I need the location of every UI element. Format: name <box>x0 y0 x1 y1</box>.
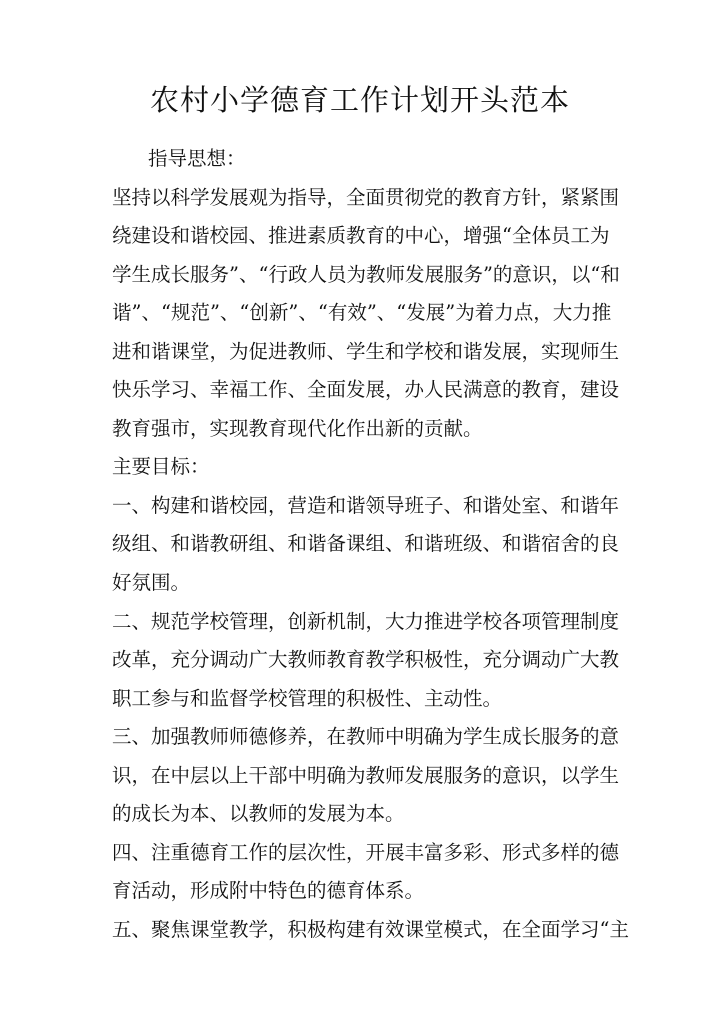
goal-line: 二、规范学校管理，创新机制，大力推进学校各项管理制度 <box>112 609 620 633</box>
document-body <box>112 140 629 949</box>
paragraph-line: 绕建设和谐校园、推进素质教育的中心，增强“全体员工为 <box>112 224 610 248</box>
document-title: 农村小学德育工作计划开头范本 <box>149 83 570 117</box>
section-heading-main-goals: 主要目标： <box>112 455 210 479</box>
goal-line: 好氛围。 <box>112 571 191 595</box>
goal-line: 一、构建和谐校园，营造和谐领导班子、和谐处室、和谐年 <box>112 493 620 517</box>
goal-line: 级组、和谐教研组、和谐备课组、和谐班级、和谐宿舍的良 <box>112 532 620 556</box>
goal-line: 职工参与和监督学校管理的积极性、主动性。 <box>112 686 503 710</box>
goal-line: 四、注重德育工作的层次性，开展丰富多彩、形式多样的德 <box>112 840 620 864</box>
goal-line: 识，在中层以上干部中明确为教师发展服务的意识，以学生 <box>112 763 620 787</box>
goal-line: 的成长为本、以教师的发展为本。 <box>112 802 405 826</box>
goal-line: 五、聚焦课堂教学，积极构建有效课堂模式，在全面学习“主 <box>112 917 629 941</box>
section-heading-guiding-ideology: 指导思想： <box>148 147 246 170</box>
paragraph-line: 谐”、“规范”、“创新”、“有效”、“发展”为着力点，大力推 <box>112 301 612 325</box>
paragraph-line: 坚持以科学发展观为指导，全面贯彻党的教育方针，紧紧围 <box>112 185 620 209</box>
paragraph-line: 进和谐课堂，为促进教师、学生和学校和谐发展，实现师生 <box>112 339 620 363</box>
goal-line: 育活动，形成附中特色的德育体系。 <box>112 879 425 903</box>
goal-line: 改革，充分调动广大教师教育教学积极性，充分调动广大教 <box>112 648 620 672</box>
goal-line: 三、加强教师师德修养，在教师中明确为学生成长服务的意 <box>112 725 620 749</box>
paragraph-line: 学生成长服务”、“行政人员为教师发展服务”的意识，以“和 <box>112 262 620 286</box>
paragraph-line: 快乐学习、幸福工作、全面发展，办人民满意的教育，建设 <box>112 378 620 402</box>
paragraph-line: 教育强市，实现教育现代化作出新的贡献。 <box>112 416 483 440</box>
